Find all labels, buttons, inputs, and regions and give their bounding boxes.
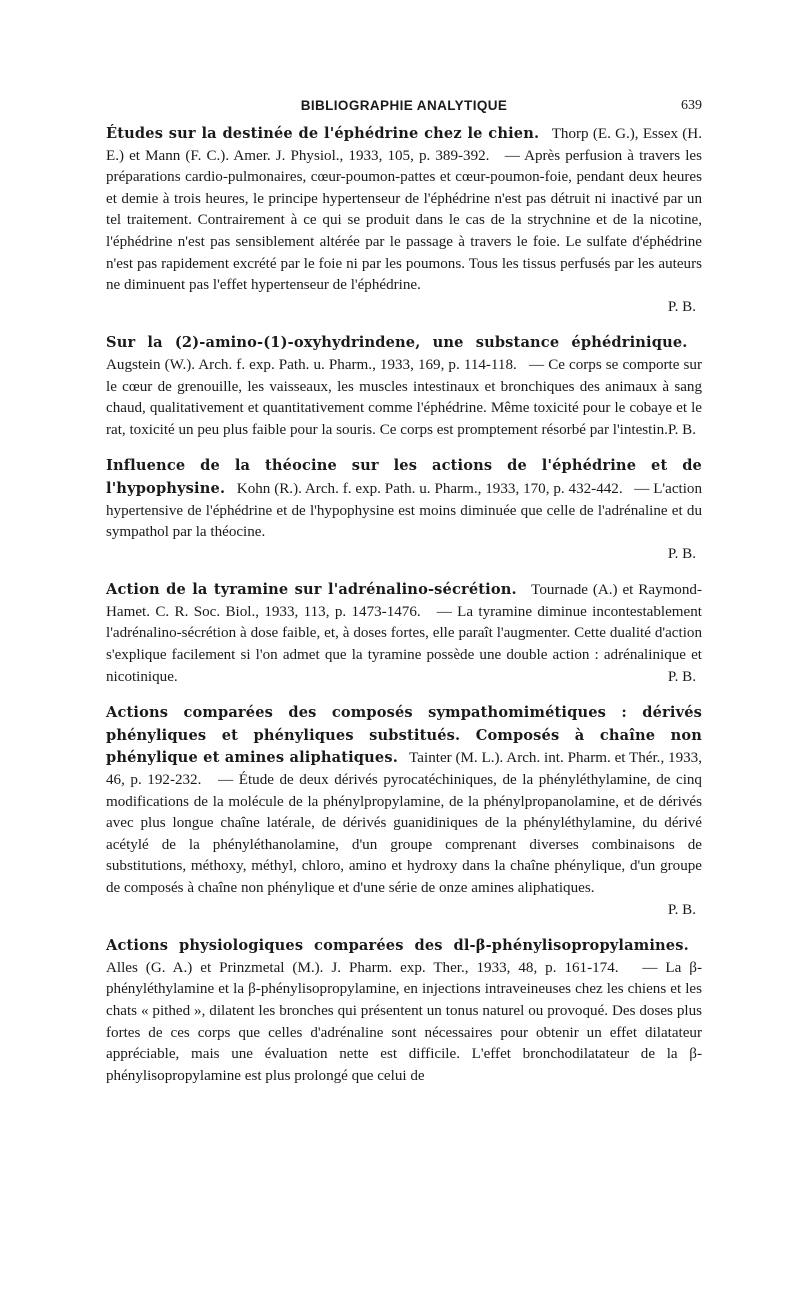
entry-body: — Ce corps se comporte sur le cœur de grenouille, les vaisseaux, les muscles intestinaux et bronchiques des animaux à sang chaud, qualitativement et quantitativement comme l'éphédrine. Même toxicité pour le cobaye et le rat, toxicité un peu plus faible pour la souris. Ce corps est promptement résorbé par l'intestin.	[106, 356, 702, 438]
page-number: 639	[681, 98, 702, 113]
entry-signature: P. B.	[667, 421, 696, 438]
entry-citation: Alles (G. A.) et Prinzmetal (M.). J. Pharm. exp. Ther., 1933, 48, p. 161-174.	[106, 959, 619, 976]
entry-title: Action de la tyramine sur l'adrénalino-sécrétion.	[106, 581, 517, 599]
bibliography-entry	[106, 579, 702, 688]
document-page	[106, 95, 702, 1101]
entry-body: — La β-phényléthylamine et la β-phénylisopropylamine, en injections intraveineuses chez les chiens et les chats « pithed », dilatent les bronches qui présentent un tonus naturel ou provoqué. Des doses plus fortes de ces corps que celles d'adrénaline sont nécessaires pour obtenir un effet dilatateur appréciable, mais une évaluation nette est difficile. L'effet bronchodilatateur de la β-phénylisopropylamine est plus prolongé que celui de	[106, 959, 702, 1084]
entry-body: — Après perfusion à travers les préparations cardio-pulmonaires, cœur-poumon-pattes et cœur-poumon-foie, pendant deux heures et demie à trois heures, le principe hypertenseur de l'éphédrine n'est pas détruit ni inactivé par un tel traitement. Contrairement à ce qui se produit dans le cas de la strychnine et de la nicotine, l'éphédrine n'est pas sensiblement altérée par le passage à travers le foie. Le sulfate d'éphédrine n'est pas rapidement excrété par le foie ni par les poumons. Tous les tissus perfusés par les auteurs ne diminuent pas l'effet hypertenseur de l'éphédrine.	[106, 147, 702, 294]
entry-signature: P. B.	[667, 298, 696, 315]
entry-signature: P. B.	[667, 901, 696, 918]
running-title: BIBLIOGRAPHIE ANALYTIQUE	[300, 98, 508, 113]
entry-title: Actions physiologiques comparées des dl-β-phénylisopropylamines.	[106, 937, 689, 955]
entry-title: Actions comparées des composés sympathomimétiques : dérivés phényliques et phényliques substitués. Composés à chaîne non phénylique et amines aliphatiques.	[106, 704, 702, 767]
entry-citation: Tainter (M. L.). Arch. int. Pharm. et Thér., 1933, 46, p. 192-232.	[106, 750, 703, 789]
entry-body: — L'action hypertensive de l'éphédrine et de l'hypophysine est moins diminuée que celle de l'adrénaline et du sympathol par la théocine.	[106, 480, 703, 541]
bibliography-entry	[106, 123, 702, 318]
bibliography-entry	[106, 702, 702, 921]
entry-body: — La tyramine diminue incontestablement l'adrénalino-sécrétion à dose faible, et, à doses fortes, elle paraît l'augmenter. Cette dualité d'action s'explique facilement si l'on admet que la tyramine possède une double action : adrénalinique et nicotinique.	[106, 603, 702, 685]
entry-title: Influence de la théocine sur les actions de l'éphédrine et de l'hypophysine.	[106, 457, 702, 497]
entry-signature: P. B.	[667, 545, 696, 562]
running-head	[106, 95, 702, 117]
entry-citation: Tournade (A.) et Raymond-Hamet. C. R. Soc. Biol., 1933, 113, p. 1473-1476.	[106, 582, 702, 620]
entry-body: — Étude de deux dérivés pyrocatéchiniques, de la phényléthylamine, de cinq modifications de la molécule de la phénylpropylamine, de la phénylpropanolamine, et de dérivés avec plus longue chaîne latérale, de dérivés guanidiniques de la phényléthylamine, du dérivé acétylé de la phényléthanolamine, d'un groupe comprenant diverses combinaisons de substitutions, méthoxy, méthyl, chloro, amino et hydroxy dans la chaîne phénylique, d'un groupe de composés à chaîne non phénylique et d'une série de onze amines aliphatiques.	[106, 772, 702, 896]
entry-citation: Thorp (E. G.), Essex (H. E.) et Mann (F. C.). Amer. J. Physiol., 1933, 105, p. 389-392.	[106, 126, 702, 164]
entry-signature: P. B.	[667, 668, 696, 685]
bibliography-entry	[106, 935, 702, 1087]
entry-title: Études sur la destinée de l'éphédrine chez le chien.	[106, 125, 540, 142]
bibliography-entry	[106, 455, 702, 565]
entry-title: Sur la (2)-amino-(1)-oxyhydrindene, une substance éphédrinique.	[106, 334, 688, 352]
entry-citation: Augstein (W.). Arch. f. exp. Path. u. Pharm., 1933, 169, p. 114-118.	[106, 356, 517, 373]
bibliography-entry	[106, 332, 702, 441]
entry-citation: Kohn (R.). Arch. f. exp. Path. u. Pharm., 1933, 170, p. 432-442.	[236, 480, 623, 497]
